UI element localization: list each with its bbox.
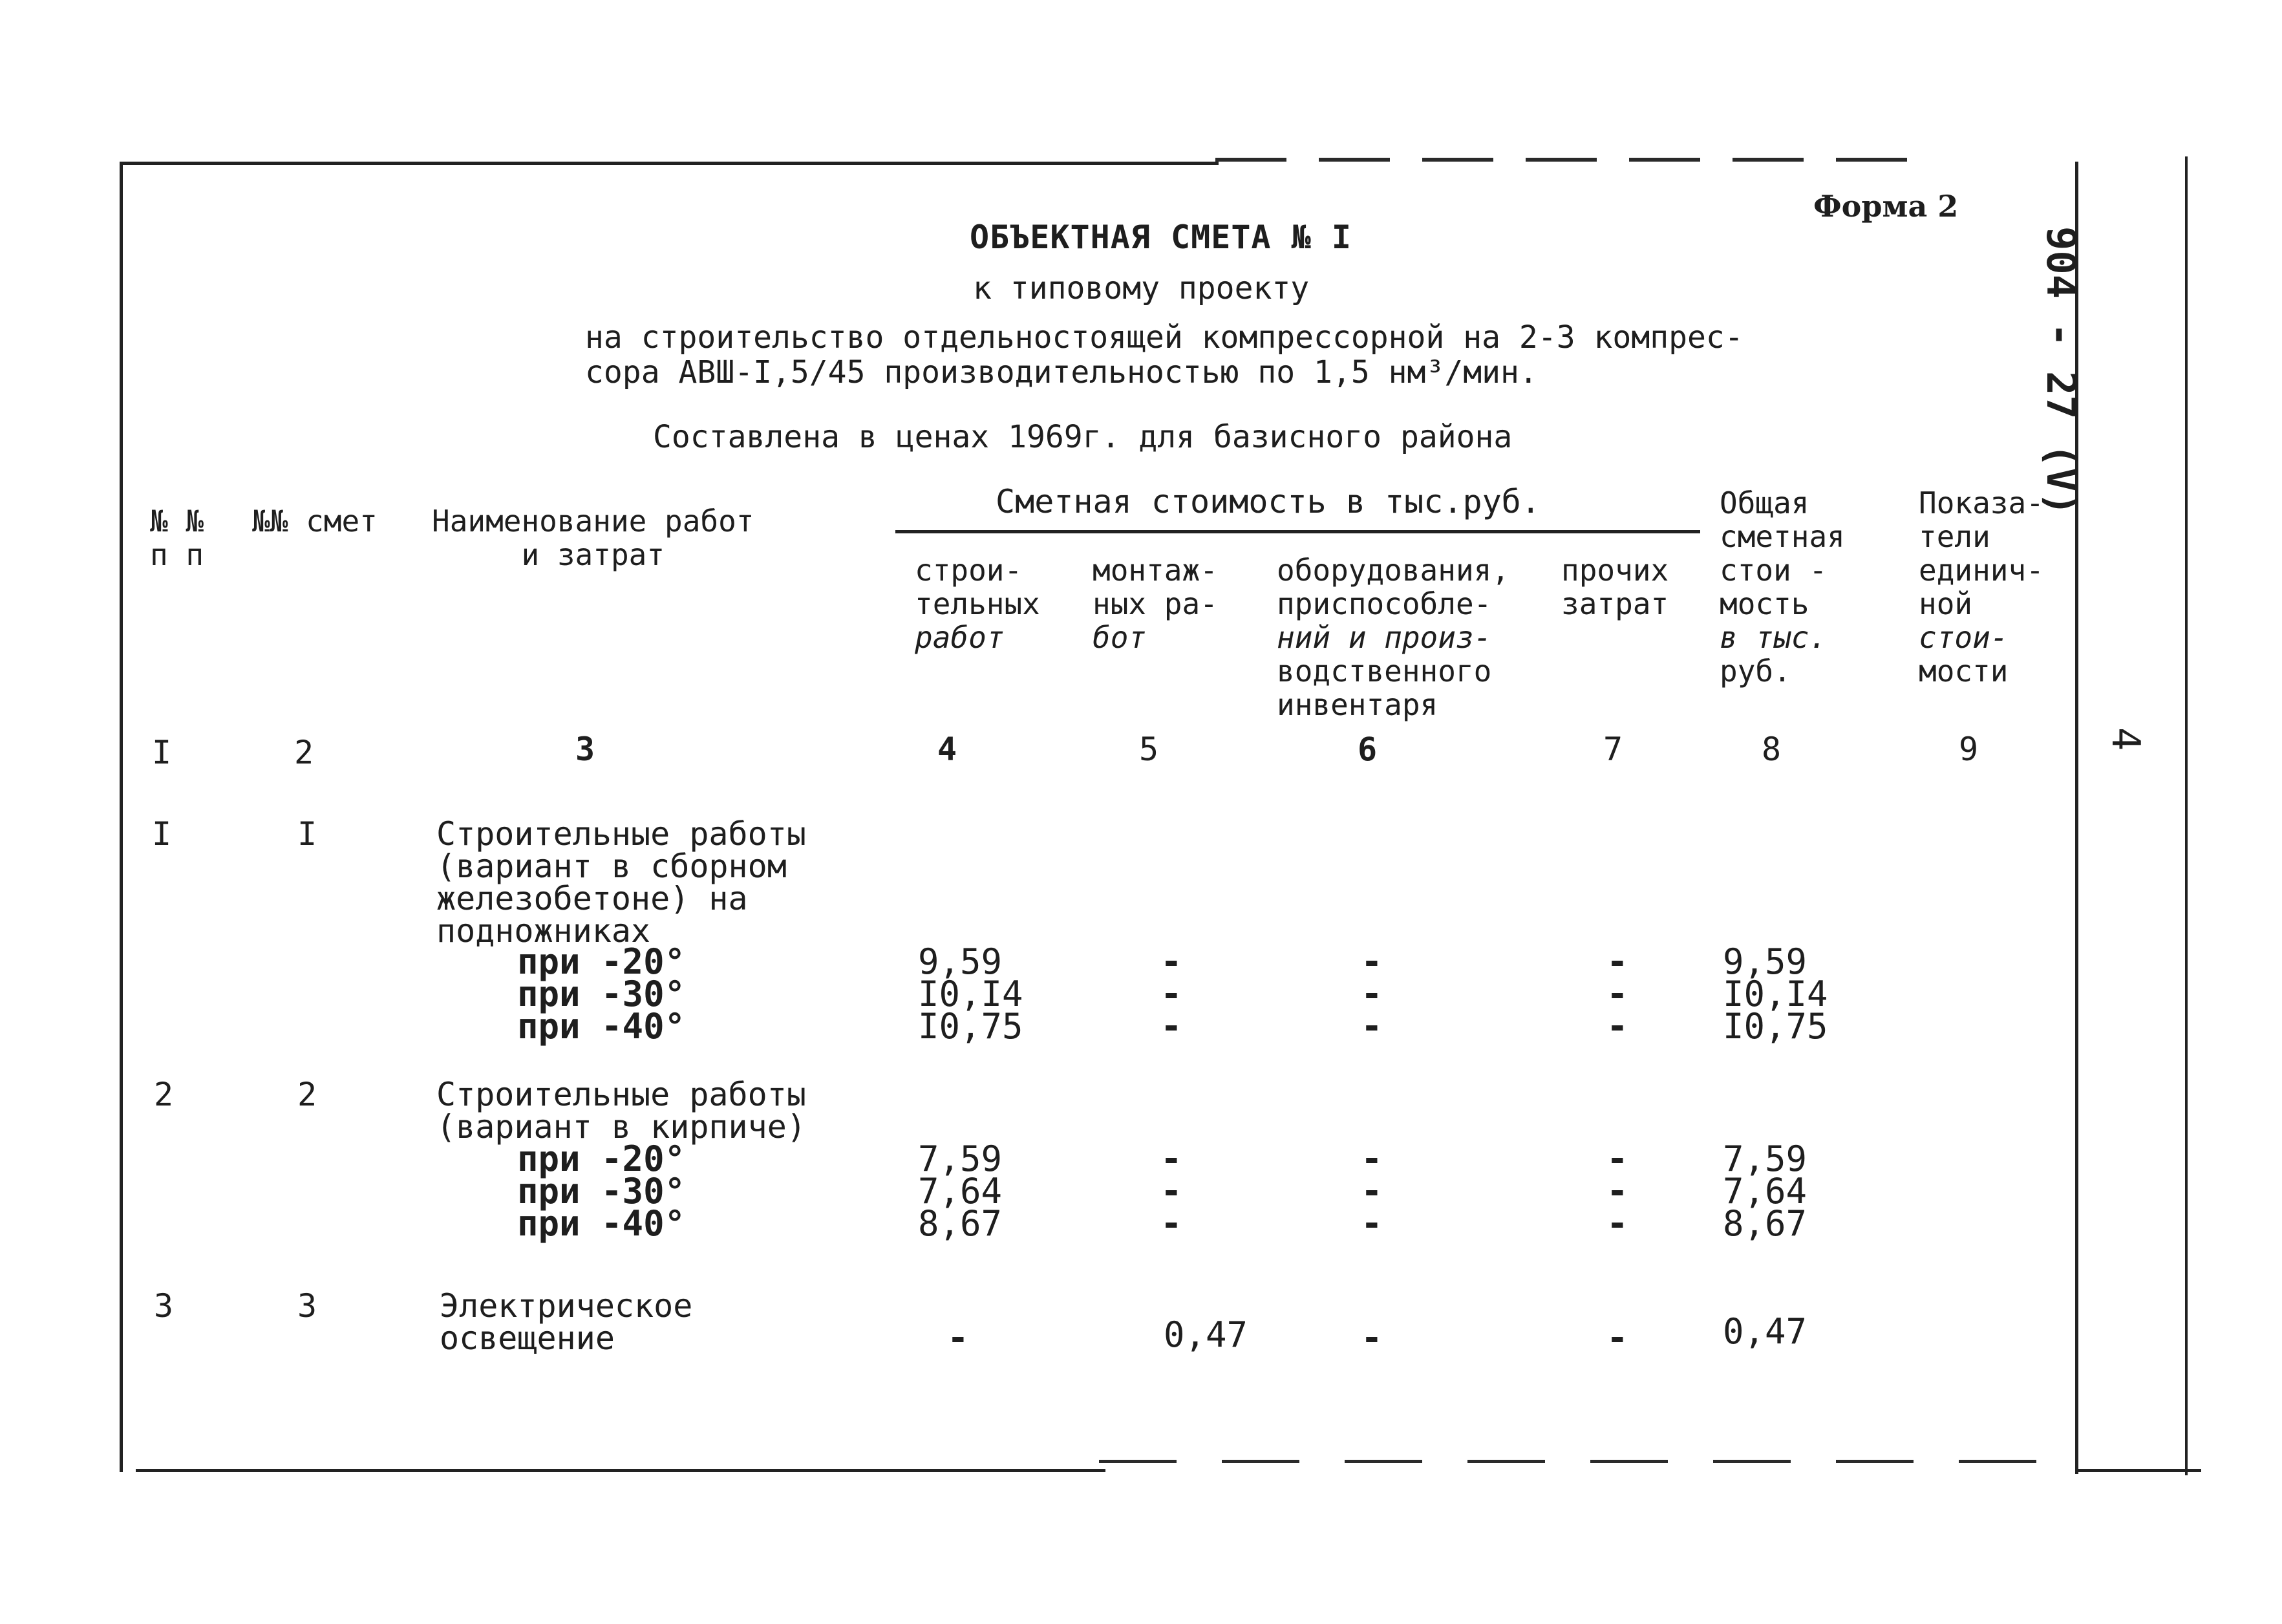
row-1-name-line: железобетоне) на	[436, 880, 748, 917]
row-2-construction	[918, 1138, 1003, 1244]
row-1-construction	[918, 941, 1023, 1047]
column-number: 9	[1959, 731, 1979, 768]
header-name-line: Наименование работ	[432, 504, 754, 539]
header-indicators-line: Показа-	[1919, 486, 2044, 520]
row-2-smet: 2	[297, 1076, 317, 1113]
cost-value: 8,67	[1723, 1203, 1807, 1244]
cost-value: -	[1160, 973, 1182, 1015]
cost-value: -	[1361, 1170, 1383, 1212]
cost-value: 7,59	[918, 1138, 1003, 1179]
header-indicators-line: единич-	[1919, 553, 2044, 588]
stamp-bottom-border	[2075, 1469, 2201, 1472]
cost-value: I0,75	[918, 1006, 1023, 1047]
cost-value: -	[1361, 973, 1383, 1015]
header-other-line: прочих	[1561, 553, 1669, 588]
row-1-name-line: Строительные работы	[436, 815, 806, 853]
description-line-2: сора АВШ-I,5/45 производительностью по 1,5 нм³/мин.	[585, 354, 1538, 390]
row-1-total	[1723, 941, 1828, 1047]
cost-value: 7,64	[1723, 1171, 1807, 1212]
variant-label: при -30°	[517, 974, 686, 1014]
cost-value: I0,I4	[918, 974, 1023, 1014]
header-other	[1561, 553, 1669, 621]
cost-value: -	[1606, 973, 1628, 1015]
cost-value: -	[1361, 1202, 1383, 1245]
row-1-name-line: (вариант в сборном	[436, 848, 787, 885]
cost-value: -	[1606, 1170, 1628, 1212]
header-equipment-line: водственного	[1277, 654, 1492, 689]
header-equipment-line: инвентаря	[1277, 687, 1438, 722]
cost-group-rule	[895, 530, 1700, 533]
row-3-smet: 3	[297, 1287, 317, 1325]
cost-value: 9,59	[918, 941, 1003, 982]
document-stamp: 904 - 27 (V)	[2038, 226, 2085, 516]
cost-value: 7,64	[918, 1171, 1003, 1212]
column-number: I	[152, 734, 172, 771]
header-total	[1720, 486, 1845, 688]
cost-value: -	[1160, 1202, 1182, 1245]
header-construction	[915, 553, 1040, 654]
page-title: ОБЪЕКТНАЯ СМЕТА № I	[970, 219, 1352, 256]
header-installation	[1093, 553, 1218, 654]
row-1-installation	[1160, 941, 1182, 1047]
header-indicators-line: тели	[1919, 519, 1990, 554]
header-total-line: руб.	[1720, 654, 1791, 689]
header-installation-line: ных ра-	[1093, 586, 1218, 621]
form-label: Форма 2	[1813, 189, 1959, 224]
row-3-name	[440, 1287, 693, 1357]
row-1-name	[436, 815, 806, 950]
header-indicators	[1919, 486, 2044, 688]
header-name	[432, 504, 754, 572]
row-1-other	[1606, 941, 1628, 1047]
row-2-equipment	[1361, 1138, 1383, 1245]
header-indicators-line: ной	[1919, 586, 1973, 621]
header-smet: №№ смет	[252, 504, 378, 539]
header-installation-line: монтаж-	[1093, 553, 1218, 588]
cost-value: I0,75	[1723, 1006, 1828, 1047]
frame-bottom-border	[136, 1469, 1105, 1472]
cost-value: I0,I4	[1723, 974, 1828, 1014]
frame-top-border	[120, 162, 1219, 165]
header-total-line: сметная	[1720, 519, 1845, 554]
row-3-name-line: освещение	[440, 1320, 615, 1357]
row-3-other: -	[1606, 1317, 1628, 1359]
cost-value: -	[1606, 1005, 1628, 1047]
cost-value: 7,59	[1723, 1138, 1807, 1179]
header-total-line: Общая	[1720, 486, 1809, 520]
header-construction-line: тельных	[915, 586, 1040, 621]
row-1-name-line: подножниках	[436, 912, 651, 950]
column-number: 2	[294, 734, 314, 771]
variant-label: при -20°	[517, 1138, 686, 1179]
header-total-line: в тыс.	[1720, 620, 1828, 655]
row-3-construction: -	[947, 1317, 969, 1359]
header-indicators-line: стои-	[1919, 620, 2009, 655]
header-construction-line: строи-	[915, 553, 1023, 588]
page-subtitle: к типовому проекту	[973, 270, 1310, 306]
header-name-line: и затрат	[521, 537, 665, 572]
cost-value: -	[1160, 1138, 1182, 1180]
row-2-other	[1606, 1138, 1628, 1245]
description-line-1: на строительство отдельностоящей компрессорной на 2-3 компрес-	[585, 319, 1743, 356]
column-number: 6	[1358, 731, 1378, 768]
header-pp-line: № №	[150, 504, 204, 539]
row-2-pp: 2	[154, 1076, 174, 1113]
header-cost-group: Сметная стоимость в тыс.руб.	[996, 483, 1541, 520]
row-2-installation	[1160, 1138, 1182, 1245]
cost-value: -	[1361, 941, 1383, 983]
frame-top-dashed	[1215, 158, 1926, 162]
header-equipment-line: ний и произ-	[1277, 620, 1492, 655]
column-number: 4	[937, 731, 957, 768]
column-number: 5	[1139, 731, 1159, 768]
row-2-name-line: Строительные работы	[436, 1076, 806, 1113]
cost-value: -	[1160, 941, 1182, 983]
frame-bottom-dashed	[1099, 1460, 2043, 1463]
cost-value: 8,67	[918, 1203, 1003, 1244]
row-1-equipment	[1361, 941, 1383, 1047]
header-indicators-line: мости	[1919, 654, 2009, 689]
header-equipment-line: приспособле-	[1277, 586, 1492, 621]
column-number: 7	[1603, 731, 1623, 768]
header-equipment-line: оборудования,	[1277, 553, 1510, 588]
row-1-smet: I	[297, 815, 317, 853]
prices-note: Составлена в ценах 1969г. для базисного района	[653, 419, 1513, 455]
cost-value: 9,59	[1723, 941, 1807, 982]
stamp-column-border	[2185, 156, 2188, 1475]
variant-label: при -20°	[517, 941, 686, 982]
row-2-name	[436, 1076, 806, 1146]
column-number: 3	[575, 731, 595, 768]
header-total-line: стои -	[1720, 553, 1828, 588]
cost-value: -	[1361, 1005, 1383, 1047]
row-3-total: 0,47	[1723, 1311, 1807, 1352]
header-other-line: затрат	[1561, 586, 1669, 621]
cost-value: -	[1606, 1138, 1628, 1180]
cost-value: -	[1606, 1202, 1628, 1245]
header-total-line: мость	[1720, 586, 1809, 621]
row-1-variant-labels	[517, 941, 686, 1047]
row-2-total	[1723, 1138, 1807, 1244]
cost-value: -	[1606, 941, 1628, 983]
variant-label: при -40°	[517, 1203, 686, 1244]
row-1-pp: I	[152, 815, 172, 853]
row-3-name-line: Электрическое	[440, 1287, 693, 1325]
header-pp-line: п п	[150, 537, 204, 572]
header-construction-line: работ	[915, 620, 1005, 655]
cost-value: -	[1160, 1005, 1182, 1047]
page-number: 4	[2103, 727, 2149, 751]
header-pp	[150, 504, 204, 572]
cost-value: -	[1361, 1138, 1383, 1180]
row-2-variant-labels	[517, 1138, 686, 1244]
column-number: 8	[1762, 731, 1782, 768]
variant-label: при -40°	[517, 1006, 686, 1047]
row-3-installation: 0,47	[1164, 1314, 1248, 1355]
row-3-equipment: -	[1361, 1317, 1383, 1359]
cost-value: -	[1160, 1170, 1182, 1212]
row-2-name-line: (вариант в кирпиче)	[436, 1108, 806, 1146]
header-equipment	[1277, 553, 1509, 721]
variant-label: при -30°	[517, 1171, 686, 1212]
frame-left-border	[120, 163, 123, 1472]
row-3-pp: 3	[154, 1287, 174, 1325]
header-installation-line: бот	[1093, 620, 1147, 655]
